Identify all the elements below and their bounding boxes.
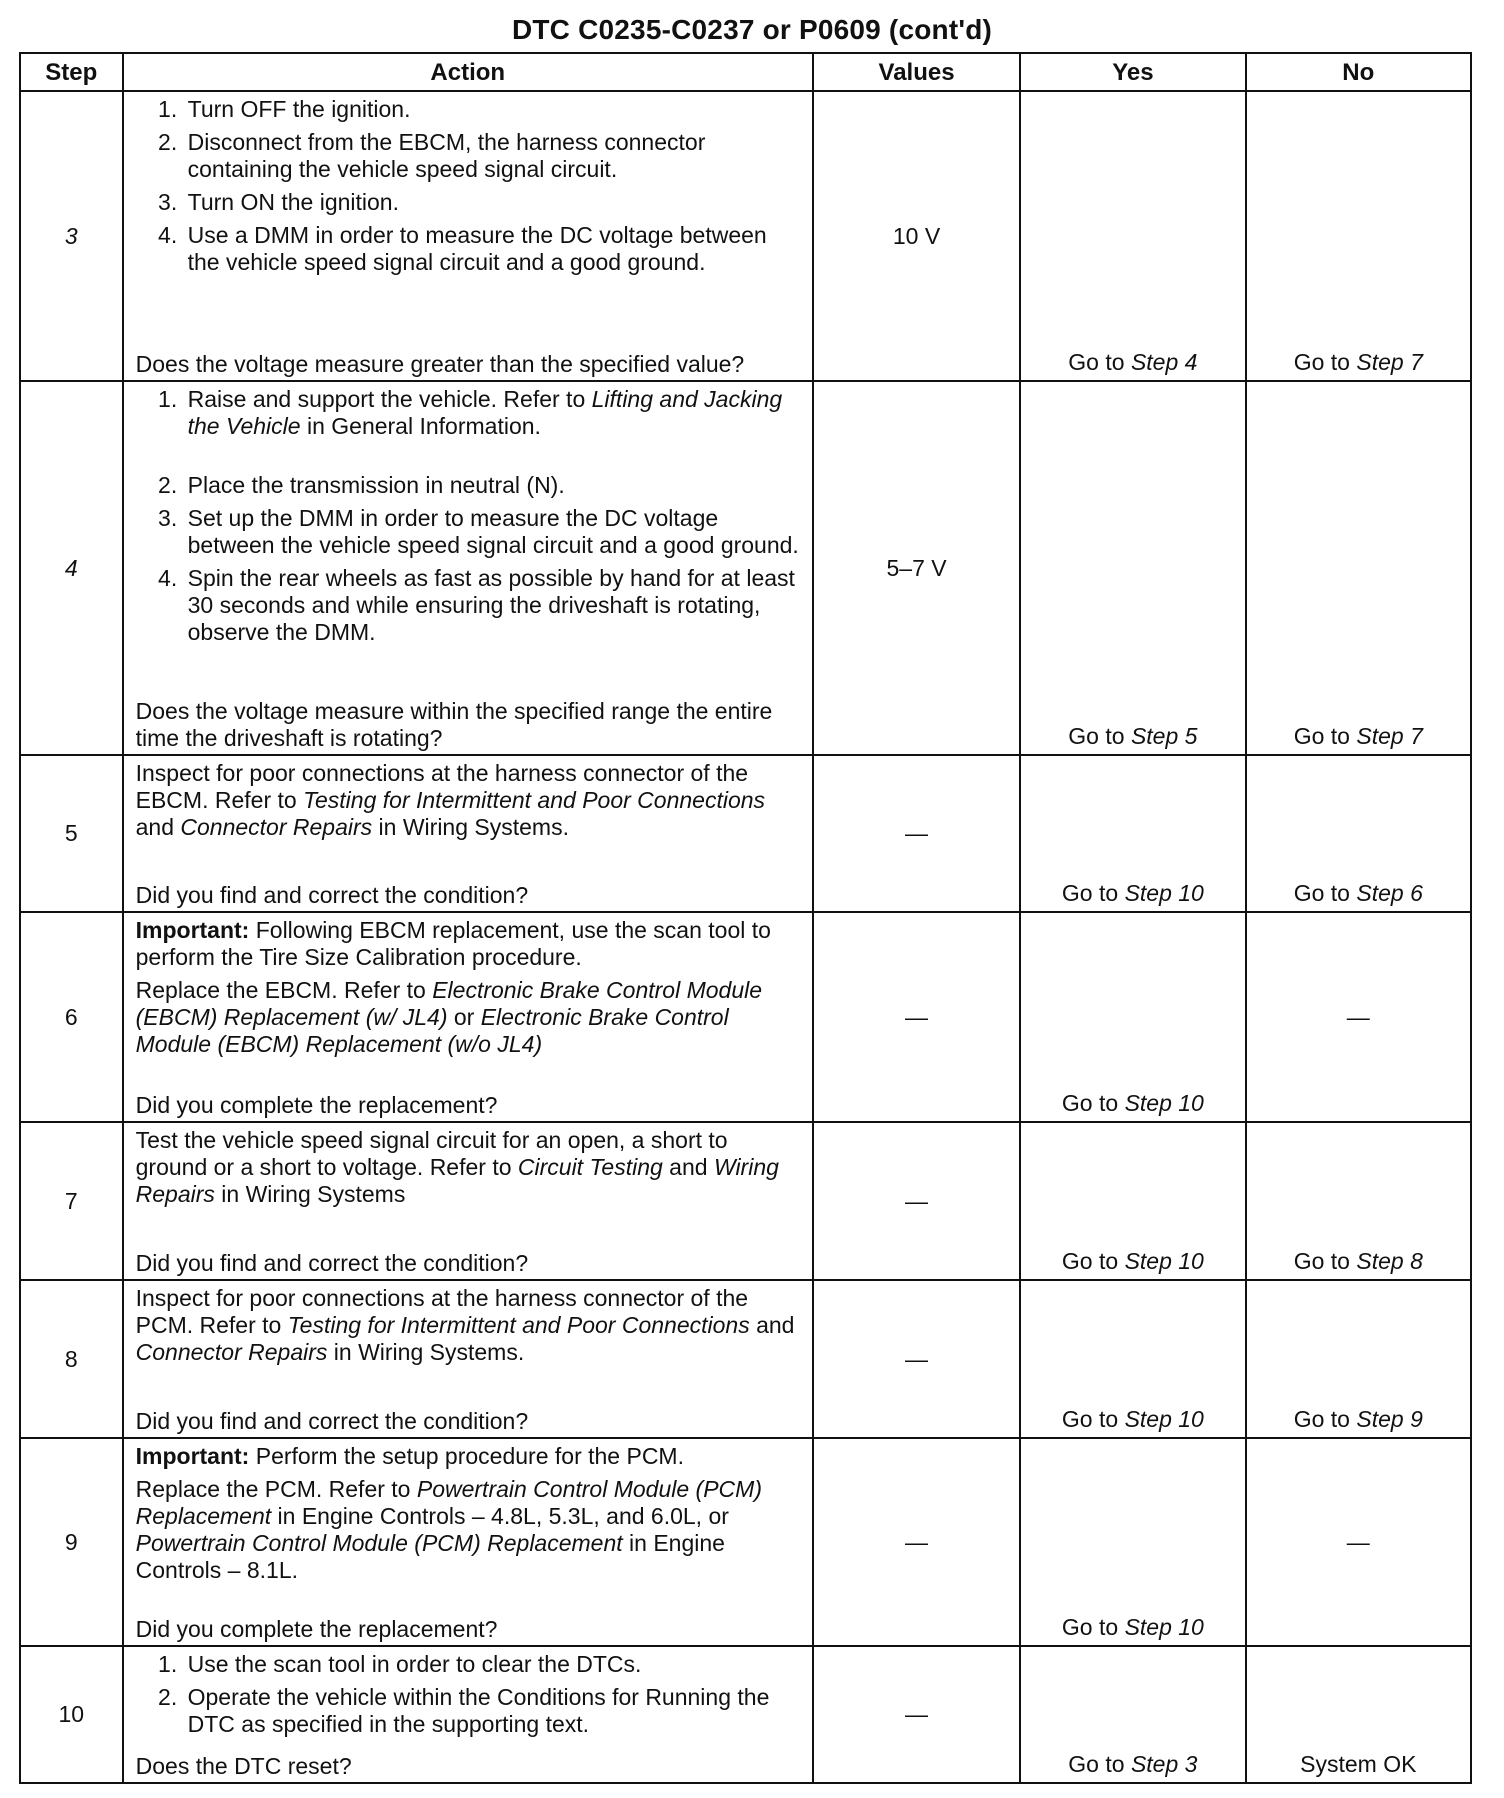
step-link[interactable]: Step 10 — [1124, 1248, 1204, 1274]
reference-link[interactable]: Testing for Intermittent and Poor Connections — [287, 1312, 750, 1338]
step-number: 6 — [20, 912, 123, 1122]
table-row-step-9 — [20, 1438, 1471, 1646]
action-question: Does the DTC reset? — [135, 1753, 352, 1779]
yes-cell: Go to Step 3 — [1020, 1646, 1245, 1783]
yes-cell: Go to Step 10 — [1020, 912, 1245, 1122]
step-link[interactable]: Step 10 — [1124, 880, 1204, 906]
table-row-step-7 — [20, 1122, 1471, 1280]
step-number: 5 — [20, 755, 123, 912]
table-row-step-4 — [20, 381, 1471, 755]
reference-link[interactable]: Wiring Repairs — [135, 1154, 779, 1207]
action-steps-list — [136, 386, 800, 652]
no-cell: Go to Step 7 — [1246, 91, 1471, 381]
action-cell — [123, 1280, 813, 1438]
step-link[interactable]: Step 8 — [1356, 1248, 1423, 1274]
reference-link[interactable]: Circuit Testing — [517, 1154, 663, 1180]
list-item: 1. Raise and support the vehicle. Refer to Lifting and Jacking the Vehicle in General Information. — [184, 386, 800, 440]
reference-link[interactable]: Powertrain Control Module (PCM) Replacement — [135, 1476, 762, 1529]
yes-cell: Go to Step 4 — [1020, 91, 1245, 381]
reference-link[interactable]: Electronic Brake Control Module (EBCM) Replacement (w/ JL4) — [135, 977, 763, 1030]
action-steps-list — [136, 96, 800, 282]
step-link[interactable]: Step 10 — [1124, 1090, 1204, 1116]
no-cell: Go to Step 8 — [1246, 1122, 1471, 1280]
step-number: 10 — [20, 1646, 123, 1783]
action-text: Replace the EBCM. Refer to Electronic Brake Control Module (EBCM) Replacement (w/ JL4) or Electronic Brake Control Module (EBCM) Replacement (w/o JL4) — [135, 977, 763, 1057]
yes-cell: Go to Step 10 — [1020, 1122, 1245, 1280]
header-yes: Yes — [1020, 53, 1245, 91]
list-item: 1. Turn OFF the ignition. — [184, 96, 800, 123]
yes-cell: Go to Step 10 — [1020, 1438, 1245, 1646]
action-question: Did you find and correct the condition? — [135, 882, 529, 908]
important-note: Important: Perform the setup procedure for the PCM. — [135, 1443, 684, 1469]
step-link[interactable]: Step 6 — [1356, 880, 1423, 906]
action-question: Does the voltage measure within the specified range the entire time the driveshaft is rotating? — [135, 698, 773, 751]
action-cell — [123, 91, 813, 381]
step-link[interactable]: Step 9 — [1356, 1406, 1423, 1432]
step-link[interactable]: Step 3 — [1130, 1751, 1198, 1777]
list-item: 4. Spin the rear wheels as fast as possible by hand for at least 30 seconds and while ensuring the driveshaft is rotating, observe the DMM. — [184, 565, 800, 646]
action-cell — [123, 381, 813, 755]
step-link[interactable]: Step 10 — [1124, 1406, 1204, 1432]
important-label: Important: — [135, 917, 250, 943]
list-item: 4. Use a DMM in order to measure the DC voltage between the vehicle speed signal circuit and a good ground. — [184, 222, 800, 276]
action-cell — [123, 912, 813, 1122]
table-header-row — [20, 53, 1471, 91]
action-text: Inspect for poor connections at the harness connector of the EBCM. Refer to Testing for Intermittent and Poor Connections and Connector Repairs in Wiring Systems. — [135, 760, 766, 840]
value-cell: 10 V — [813, 91, 1020, 381]
no-cell: — — [1246, 912, 1471, 1122]
action-question: Did you find and correct the condition? — [135, 1408, 529, 1434]
step-number: 8 — [20, 1280, 123, 1438]
action-steps-list — [136, 1651, 800, 1744]
yes-cell: Go to Step 5 — [1020, 381, 1245, 755]
list-item: 2. Disconnect from the EBCM, the harness connector containing the vehicle speed signal circuit. — [184, 129, 800, 183]
reference-link[interactable]: Electronic Brake Control Module (EBCM) Replacement (w/o JL4) — [135, 1004, 729, 1057]
value-cell: — — [813, 1122, 1020, 1280]
value-cell: — — [813, 1646, 1020, 1783]
value-cell: — — [813, 755, 1020, 912]
important-label: Important: — [135, 1443, 250, 1469]
list-item: 2. Operate the vehicle within the Conditions for Running the DTC as specified in the supporting text. — [184, 1684, 800, 1738]
reference-link[interactable]: Connector Repairs — [180, 814, 373, 840]
reference-link[interactable]: Lifting and Jacking the Vehicle — [187, 386, 783, 439]
action-cell — [123, 1122, 813, 1280]
no-cell: System OK — [1246, 1646, 1471, 1783]
step-link[interactable]: Step 7 — [1356, 349, 1423, 375]
action-text: Replace the PCM. Refer to Powertrain Control Module (PCM) Replacement in Engine Controls – 4.8L, 5.3L, and 6.0L, or Powertrain Control Module (PCM) Replacement in Engine Controls – 8.1L. — [135, 1476, 762, 1583]
header-no: No — [1246, 53, 1471, 91]
action-question: Did you find and correct the condition? — [135, 1250, 529, 1276]
action-question: Did you complete the replacement? — [135, 1616, 498, 1642]
diagnostic-table — [19, 52, 1472, 1784]
important-note: Important: Following EBCM replacement, use the scan tool to perform the Tire Size Calibration procedure. — [135, 917, 771, 970]
list-item: 1. Use the scan tool in order to clear the DTCs. — [184, 1651, 800, 1678]
step-number: 4 — [20, 381, 123, 755]
table-row-step-10 — [20, 1646, 1471, 1783]
value-cell: — — [813, 1438, 1020, 1646]
step-link[interactable]: Step 5 — [1130, 723, 1198, 749]
value-cell: — — [813, 1280, 1020, 1438]
step-link[interactable]: Step 4 — [1130, 349, 1198, 375]
action-question: Does the voltage measure greater than the specified value? — [135, 351, 745, 377]
action-cell — [123, 1646, 813, 1783]
list-item: 3. Set up the DMM in order to measure the DC voltage between the vehicle speed signal circuit and a good ground. — [184, 505, 800, 559]
header-step: Step — [20, 53, 123, 91]
page-title: DTC C0235-C0237 or P0609 (cont'd) — [511, 14, 993, 45]
list-item: 3. Turn ON the ignition. — [184, 189, 800, 216]
action-cell — [123, 755, 813, 912]
table-row-step-3 — [20, 91, 1471, 381]
no-cell: — — [1246, 1438, 1471, 1646]
yes-cell: Go to Step 10 — [1020, 1280, 1245, 1438]
reference-link[interactable]: Connector Repairs — [135, 1339, 328, 1365]
table-row-step-6 — [20, 912, 1471, 1122]
reference-link[interactable]: Powertrain Control Module (PCM) Replacement — [135, 1530, 623, 1556]
action-question: Did you complete the replacement? — [135, 1092, 498, 1118]
table-row-step-8 — [20, 1280, 1471, 1438]
action-text: Inspect for poor connections at the harness connector of the PCM. Refer to Testing for Intermittent and Poor Connections and Connector Repairs in Wiring Systems. — [135, 1285, 795, 1365]
list-item: 2. Place the transmission in neutral (N). — [184, 472, 800, 499]
header-action: Action — [123, 53, 813, 91]
no-cell: Go to Step 6 — [1246, 755, 1471, 912]
action-text: Test the vehicle speed signal circuit for an open, a short to ground or a short to voltage. Refer to Circuit Testing and Wiring Repairs in Wiring Systems — [135, 1127, 779, 1207]
no-cell: Go to Step 9 — [1246, 1280, 1471, 1438]
step-link[interactable]: Step 10 — [1124, 1614, 1204, 1640]
step-number: 7 — [20, 1122, 123, 1280]
step-number: 3 — [20, 91, 123, 381]
action-cell — [123, 1438, 813, 1646]
reference-link[interactable]: Testing for Intermittent and Poor Connections — [303, 787, 766, 813]
yes-cell: Go to Step 10 — [1020, 755, 1245, 912]
no-cell: Go to Step 7 — [1246, 381, 1471, 755]
value-cell: 5–7 V — [813, 381, 1020, 755]
value-cell: — — [813, 912, 1020, 1122]
table-row-step-5 — [20, 755, 1471, 912]
step-link[interactable]: Step 7 — [1356, 723, 1423, 749]
header-values: Values — [813, 53, 1020, 91]
step-number: 9 — [20, 1438, 123, 1646]
